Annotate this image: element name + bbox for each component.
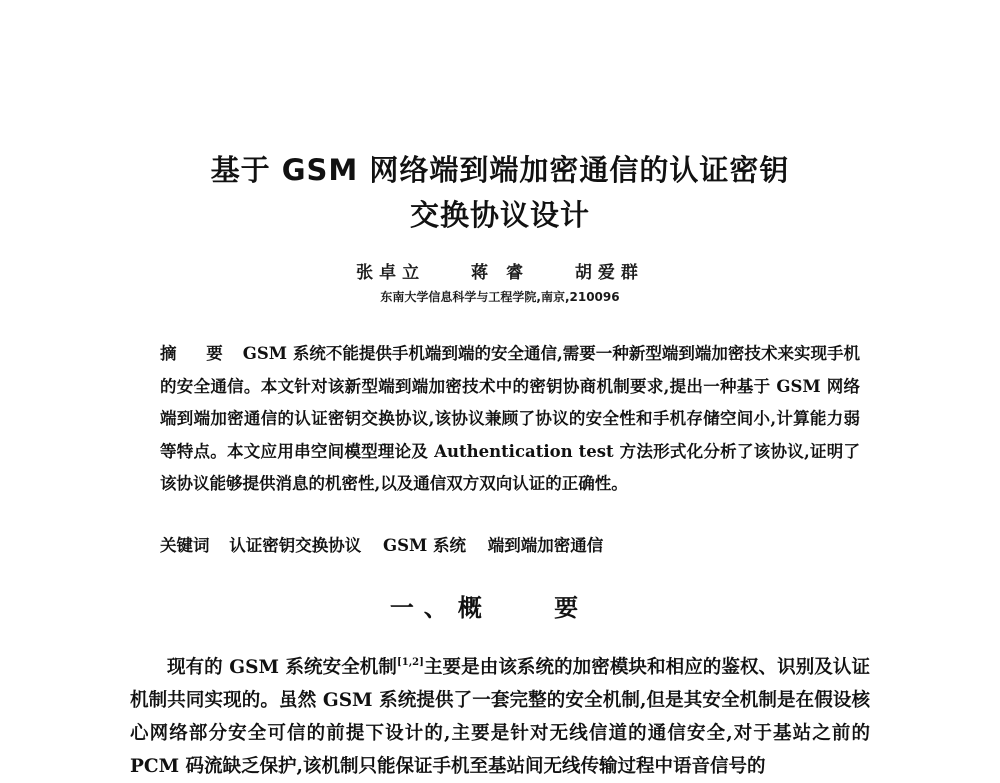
body-text-start: 现有的 GSM 系统安全机制 bbox=[167, 657, 397, 678]
abstract-label: 摘 要 bbox=[160, 344, 235, 363]
keyword: GSM 系统 bbox=[383, 536, 467, 555]
abstract bbox=[160, 338, 860, 501]
author-name: 胡爱群 bbox=[574, 263, 644, 283]
author-list bbox=[0, 258, 1000, 283]
body-paragraph bbox=[130, 651, 870, 783]
author-name: 蒋 睿 bbox=[471, 263, 529, 283]
paper-title-line-1: 基于 GSM 网络端到端加密通信的认证密钥 bbox=[210, 153, 790, 187]
keyword: 认证密钥交换协议 bbox=[229, 536, 362, 555]
affiliation: 东南大学信息科学与工程学院,南京,210096 bbox=[380, 290, 620, 304]
section-title: 概 要 bbox=[457, 594, 611, 622]
paper-title-line-2: 交换协议设计 bbox=[409, 198, 590, 232]
body-text-rest: 主要是由该系统的加密模块和相应的鉴权、识别及认证机制共同实现的。虽然 GSM 系统提供了一套完整的安全机制,但是其安全机制是在假设核心网络部分安全可信的前提下设计的,主要是针对无线信道的通信安全,对于基站之前的 PCM 码流缺乏保护,该机制只能保证手机至基站间无线传输过程中语音信号的 bbox=[130, 657, 870, 777]
keyword: 端到端加密通信 bbox=[487, 536, 604, 555]
keywords bbox=[160, 532, 860, 556]
author-name: 张卓立 bbox=[356, 263, 426, 283]
section-number: 一、 bbox=[389, 594, 458, 622]
keywords-label: 关键词 bbox=[160, 536, 210, 555]
abstract-text: GSM 系统不能提供手机端到端的安全通信,需要一种新型端到端加密技术来实现手机的安全通信。本文针对该新型端到端加密技术中的密钥协商机制要求,提出一种基于 GSM 网络端到端加密通信的认证密钥交换协议,该协议兼顾了协议的安全性和手机存储空间小,计算能力弱等特点。本文应用串空间模型理论及 Authentication test 方法形式化分析了该协议,证明了该协议能够提供消息的机密性,以及通信双方双向认证的正确性。 bbox=[160, 344, 861, 493]
citation-ref: [1,2] bbox=[397, 657, 424, 668]
section-heading bbox=[0, 588, 1000, 623]
